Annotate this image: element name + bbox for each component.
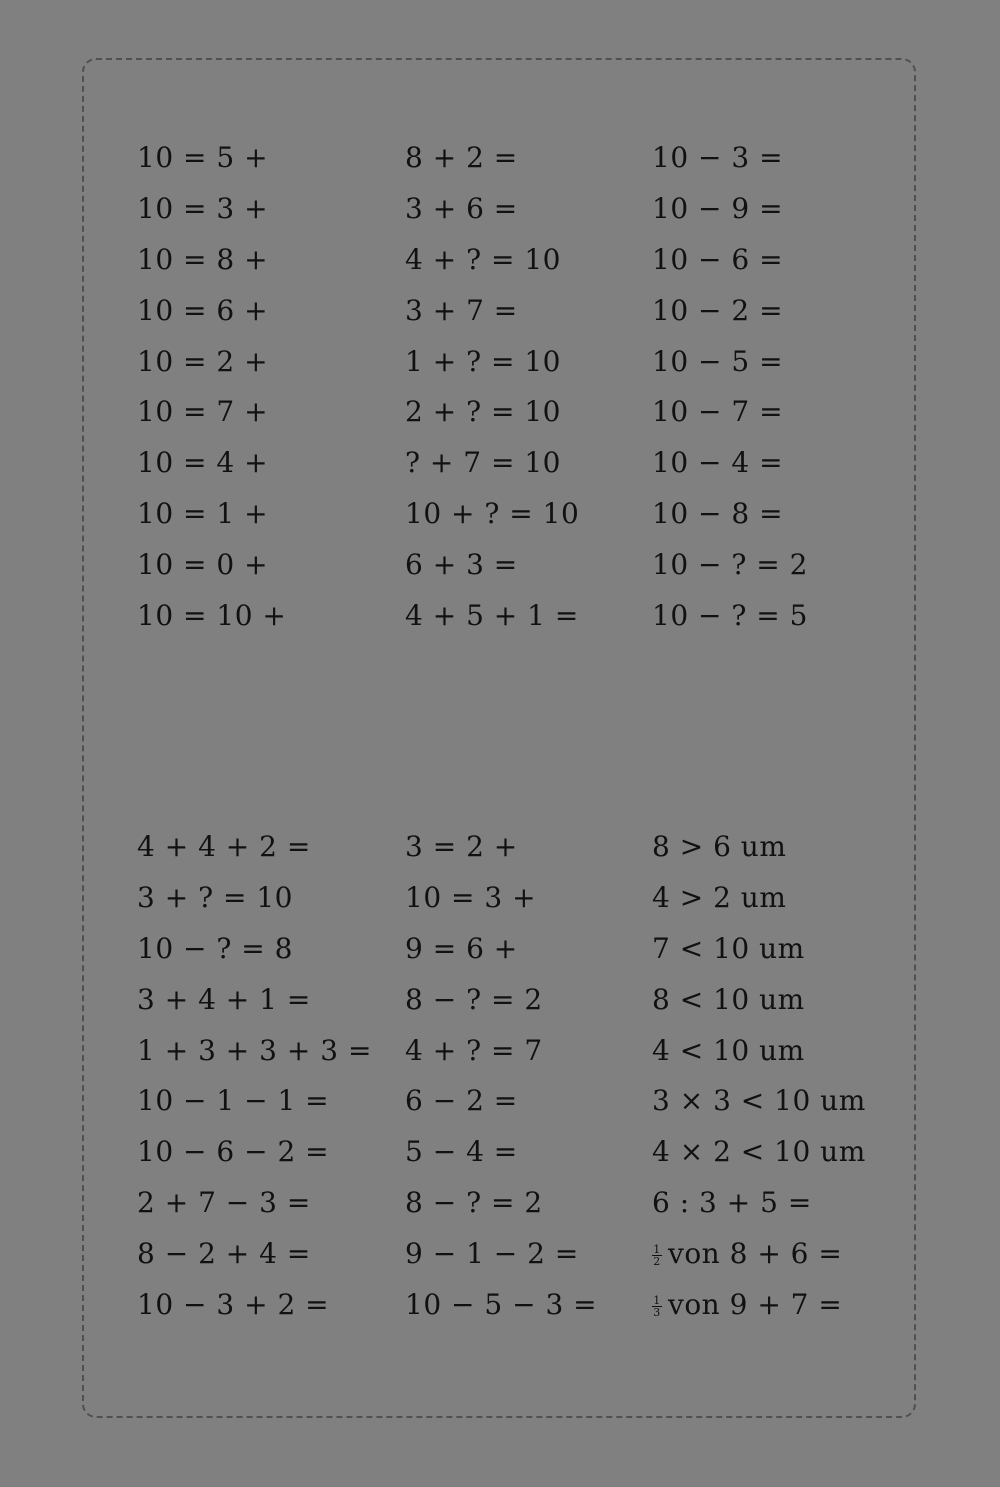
equation: 2 + 7 − 3 = — [137, 1186, 311, 1220]
fraction-denominator: 3 — [653, 1306, 661, 1320]
fraction-equation-text: von 9 + 7 = — [668, 1288, 843, 1322]
equation: 5 − 4 = — [405, 1135, 518, 1169]
equation: 4 + 5 + 1 = — [405, 599, 579, 633]
equation: 4 > 2 um — [652, 880, 787, 914]
equation: 10 − 3 = — [652, 141, 784, 174]
equation: 10 + ? = 10 — [405, 497, 580, 531]
equation: 10 − 2 = — [652, 293, 784, 327]
equation: 3 + ? = 10 — [137, 880, 293, 914]
equation: 10 = 3 + — [137, 191, 269, 225]
equation: 3 × 3 < 10 um — [652, 1084, 866, 1118]
fraction — [652, 1244, 662, 1267]
equation: 7 < 10 um — [652, 931, 805, 965]
top-column-3 — [652, 133, 808, 642]
equation: 10 = 5 + — [137, 141, 269, 174]
equation: 10 − 3 + 2 = — [137, 1288, 330, 1322]
equation: 6 − 2 = — [405, 1084, 518, 1118]
equation: 6 + 3 = — [405, 548, 518, 582]
fraction-equation-text: von 8 + 6 = — [668, 1237, 843, 1271]
fraction-denominator: 2 — [653, 1255, 661, 1269]
equation: 10 − 5 = — [652, 344, 784, 378]
bottom-column-3 — [652, 822, 866, 1331]
equation: 10 = 4 + — [137, 446, 269, 480]
equation: 4 + ? = 7 — [405, 1033, 543, 1067]
equation: 8 − 2 + 4 = — [137, 1237, 311, 1271]
fraction-numerator: 1 — [653, 1243, 661, 1257]
equation: 3 + 7 = — [405, 293, 518, 327]
equation: 4 + 4 + 2 = — [137, 830, 311, 863]
equation: 10 = 7 + — [137, 395, 269, 429]
top-column-1 — [137, 133, 286, 642]
equation: 8 − ? = 2 — [405, 982, 543, 1016]
equation: 8 + 2 = — [405, 141, 518, 174]
top-column-2 — [405, 133, 579, 642]
equation: 10 − 6 − 2 = — [137, 1135, 330, 1169]
equation: 10 − ? = 8 — [137, 931, 293, 965]
fraction-equation — [652, 1280, 866, 1331]
equation: ? + 7 = 10 — [405, 446, 561, 480]
equation: 10 − 1 − 1 = — [137, 1084, 330, 1118]
equation: 3 + 6 = — [405, 191, 518, 225]
equation: 10 = 6 + — [137, 293, 269, 327]
bottom-column-1 — [137, 822, 372, 1331]
fraction-numerator: 1 — [653, 1294, 661, 1308]
equation: 3 = 2 + — [405, 830, 518, 863]
equation: 8 > 6 um — [652, 830, 787, 863]
equation: 10 − ? = 5 — [652, 599, 808, 633]
bottom-column-2 — [405, 822, 597, 1331]
equation: 1 + 3 + 3 + 3 = — [137, 1033, 372, 1067]
equation: 6 : 3 + 5 = — [652, 1186, 812, 1220]
equation: 8 − ? = 2 — [405, 1186, 543, 1220]
equation: 10 − ? = 2 — [652, 548, 808, 582]
equation: 10 − 8 = — [652, 497, 784, 531]
fraction — [652, 1295, 662, 1318]
equation: 4 < 10 um — [652, 1033, 805, 1067]
equation: 10 = 2 + — [137, 344, 269, 378]
equation: 10 − 4 = — [652, 446, 784, 480]
equation: 10 − 9 = — [652, 191, 784, 225]
equation: 10 − 6 = — [652, 242, 784, 276]
equation: 10 = 1 + — [137, 497, 269, 531]
equation: 2 + ? = 10 — [405, 395, 561, 429]
equation: 9 = 6 + — [405, 931, 518, 965]
equation: 10 = 8 + — [137, 242, 269, 276]
equation: 3 + 4 + 1 = — [137, 982, 311, 1016]
equation: 10 − 7 = — [652, 395, 784, 429]
equation: 10 = 10 + — [137, 599, 287, 633]
equation: 9 − 1 − 2 = — [405, 1237, 579, 1271]
fraction-equation — [652, 1229, 866, 1280]
equation: 10 = 0 + — [137, 548, 269, 582]
equation: 10 = 3 + — [405, 880, 537, 914]
equation: 8 < 10 um — [652, 982, 805, 1016]
equation: 10 − 5 − 3 = — [405, 1288, 598, 1322]
equation: 4 × 2 < 10 um — [652, 1135, 866, 1169]
equation: 4 + ? = 10 — [405, 242, 561, 276]
equation: 1 + ? = 10 — [405, 344, 561, 378]
